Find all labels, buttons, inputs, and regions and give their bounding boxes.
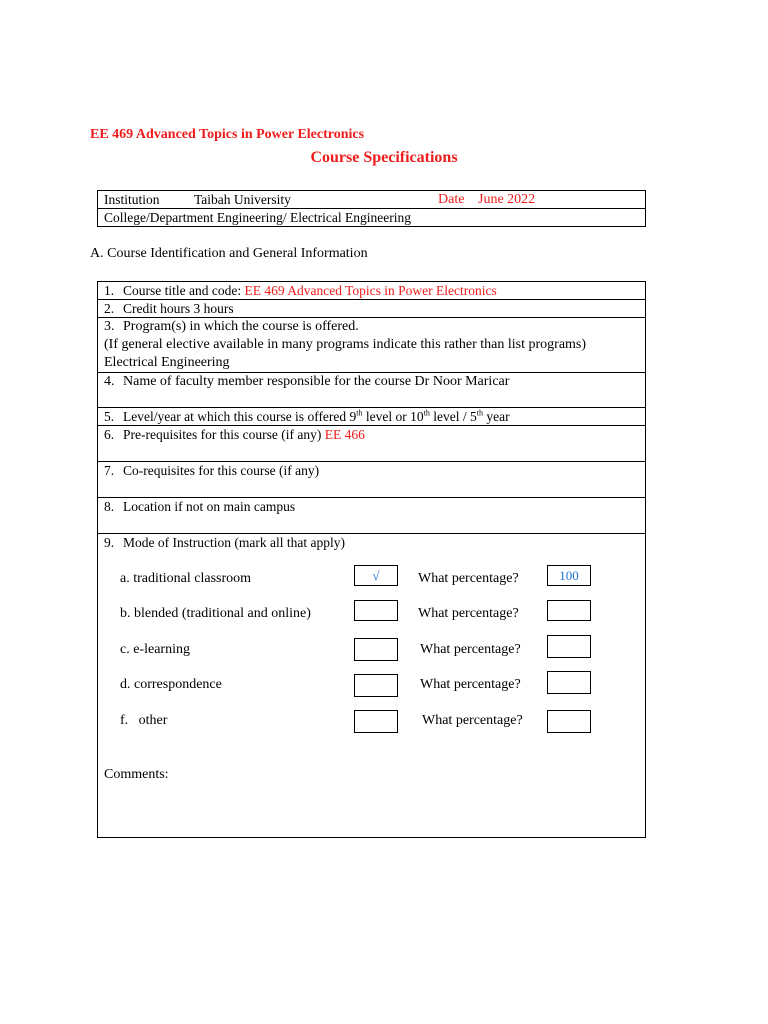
item-cell-2 bbox=[98, 300, 646, 318]
programs-note: (If general elective available in many programs indicate this rather than list programs) bbox=[104, 337, 587, 352]
item-cell-5 bbox=[98, 408, 646, 426]
mode-label-blended: b. blended (traditional and online) bbox=[120, 606, 311, 621]
pct-label-traditional: What percentage? bbox=[418, 571, 519, 586]
item-row-2 bbox=[98, 300, 646, 318]
programs-value: Electrical Engineering bbox=[104, 355, 230, 370]
item-cell-1 bbox=[98, 282, 646, 300]
item-number: 6. bbox=[104, 427, 115, 442]
mode-check-traditional[interactable]: √ bbox=[354, 565, 398, 586]
level-text-b: level or 10 bbox=[362, 409, 424, 424]
section-a-heading: A. Course Identification and General Information bbox=[90, 246, 368, 261]
item-row-3 bbox=[98, 318, 646, 373]
item-number: 4. bbox=[104, 374, 115, 389]
item-cell-8 bbox=[98, 498, 646, 534]
institution-row bbox=[98, 191, 646, 209]
institution-cell bbox=[98, 191, 646, 209]
institution-table bbox=[97, 190, 646, 227]
college-value: Engineering/ Electrical Engineering bbox=[216, 210, 412, 225]
item-number: 3. bbox=[104, 319, 115, 334]
mode-label-correspondence: d. correspondence bbox=[120, 677, 222, 692]
mode-check-other[interactable] bbox=[354, 710, 398, 733]
mode-label-elearning: c. e-learning bbox=[120, 642, 190, 657]
course-title-value: EE 469 Advanced Topics in Power Electronics bbox=[244, 283, 497, 298]
level-sup-1: th bbox=[356, 408, 363, 418]
prerequisites-value: EE 466 bbox=[324, 427, 365, 442]
item-number: 1. bbox=[104, 283, 115, 298]
mode-check-blended[interactable] bbox=[354, 600, 398, 621]
level-text-d: year bbox=[482, 409, 510, 424]
pct-input-traditional[interactable]: 100 bbox=[547, 565, 591, 586]
level-sup-2: th bbox=[423, 408, 430, 418]
item-row-5 bbox=[98, 408, 646, 426]
college-label: College/Department bbox=[104, 210, 214, 225]
item-row-4 bbox=[98, 373, 646, 408]
location-text: Location if not on main campus bbox=[123, 499, 296, 514]
item-number: 7. bbox=[104, 463, 115, 478]
course-heading: EE 469 Advanced Topics in Power Electronics bbox=[90, 127, 365, 142]
programs-line-1 bbox=[104, 318, 639, 336]
mode-of-instruction-cell bbox=[98, 534, 646, 838]
level-sup-3: th bbox=[476, 408, 483, 418]
institution-label: Institution bbox=[104, 192, 160, 207]
item-number: 8. bbox=[104, 499, 115, 514]
level-text-c: level / 5 bbox=[429, 409, 477, 424]
pct-input-other[interactable] bbox=[547, 710, 591, 733]
college-cell bbox=[98, 209, 646, 227]
item-row-1 bbox=[98, 282, 646, 300]
mode-label-other: f. other bbox=[120, 713, 168, 728]
item-row-8 bbox=[98, 498, 646, 534]
pct-input-blended[interactable] bbox=[547, 600, 591, 621]
mode-check-correspondence[interactable] bbox=[354, 674, 398, 697]
mode-label-traditional: a. traditional classroom bbox=[120, 571, 252, 586]
faculty-member-text: Name of faculty member responsible for the course Dr Noor Maricar bbox=[123, 374, 510, 389]
date-value: June 2022 bbox=[478, 192, 536, 207]
credit-hours-text: Credit hours 3 hours bbox=[123, 301, 234, 316]
prerequisites-label: Pre-requisites for this course (if any) bbox=[123, 427, 322, 442]
programs-label: Program(s) in which the course is offered. bbox=[123, 319, 359, 334]
level-text-a: Level/year at which this course is offered 9 bbox=[123, 409, 357, 424]
pct-label-correspondence: What percentage? bbox=[420, 677, 521, 692]
pct-label-blended: What percentage? bbox=[418, 606, 519, 621]
item-row-6 bbox=[98, 426, 646, 462]
item-cell-4 bbox=[98, 373, 646, 408]
corequisites-text: Co-requisites for this course (if any) bbox=[123, 463, 320, 478]
pct-input-elearning[interactable] bbox=[547, 635, 591, 658]
mode-of-instruction-text: Mode of Instruction (mark all that apply) bbox=[123, 535, 345, 550]
item-number: 5. bbox=[104, 409, 115, 424]
pct-label-other: What percentage? bbox=[422, 713, 523, 728]
item-cell-3 bbox=[98, 318, 646, 373]
item-row-9 bbox=[98, 534, 646, 838]
item-cell-6 bbox=[98, 426, 646, 462]
pct-label-elearning: What percentage? bbox=[420, 642, 521, 657]
item-number: 9. bbox=[104, 535, 115, 550]
comments-label: Comments: bbox=[104, 767, 169, 782]
pct-input-correspondence[interactable] bbox=[547, 671, 591, 694]
course-title-label: Course title and code: bbox=[123, 283, 242, 298]
date-label: Date bbox=[438, 192, 465, 207]
item-number: 2. bbox=[104, 301, 115, 316]
item-cell-7 bbox=[98, 462, 646, 498]
item-row-7 bbox=[98, 462, 646, 498]
institution-value: Taibah University bbox=[194, 192, 291, 207]
course-identification-table bbox=[97, 281, 646, 838]
mode-check-elearning[interactable] bbox=[354, 638, 398, 661]
college-row bbox=[98, 209, 646, 227]
spec-title: Course Specifications bbox=[310, 149, 458, 166]
